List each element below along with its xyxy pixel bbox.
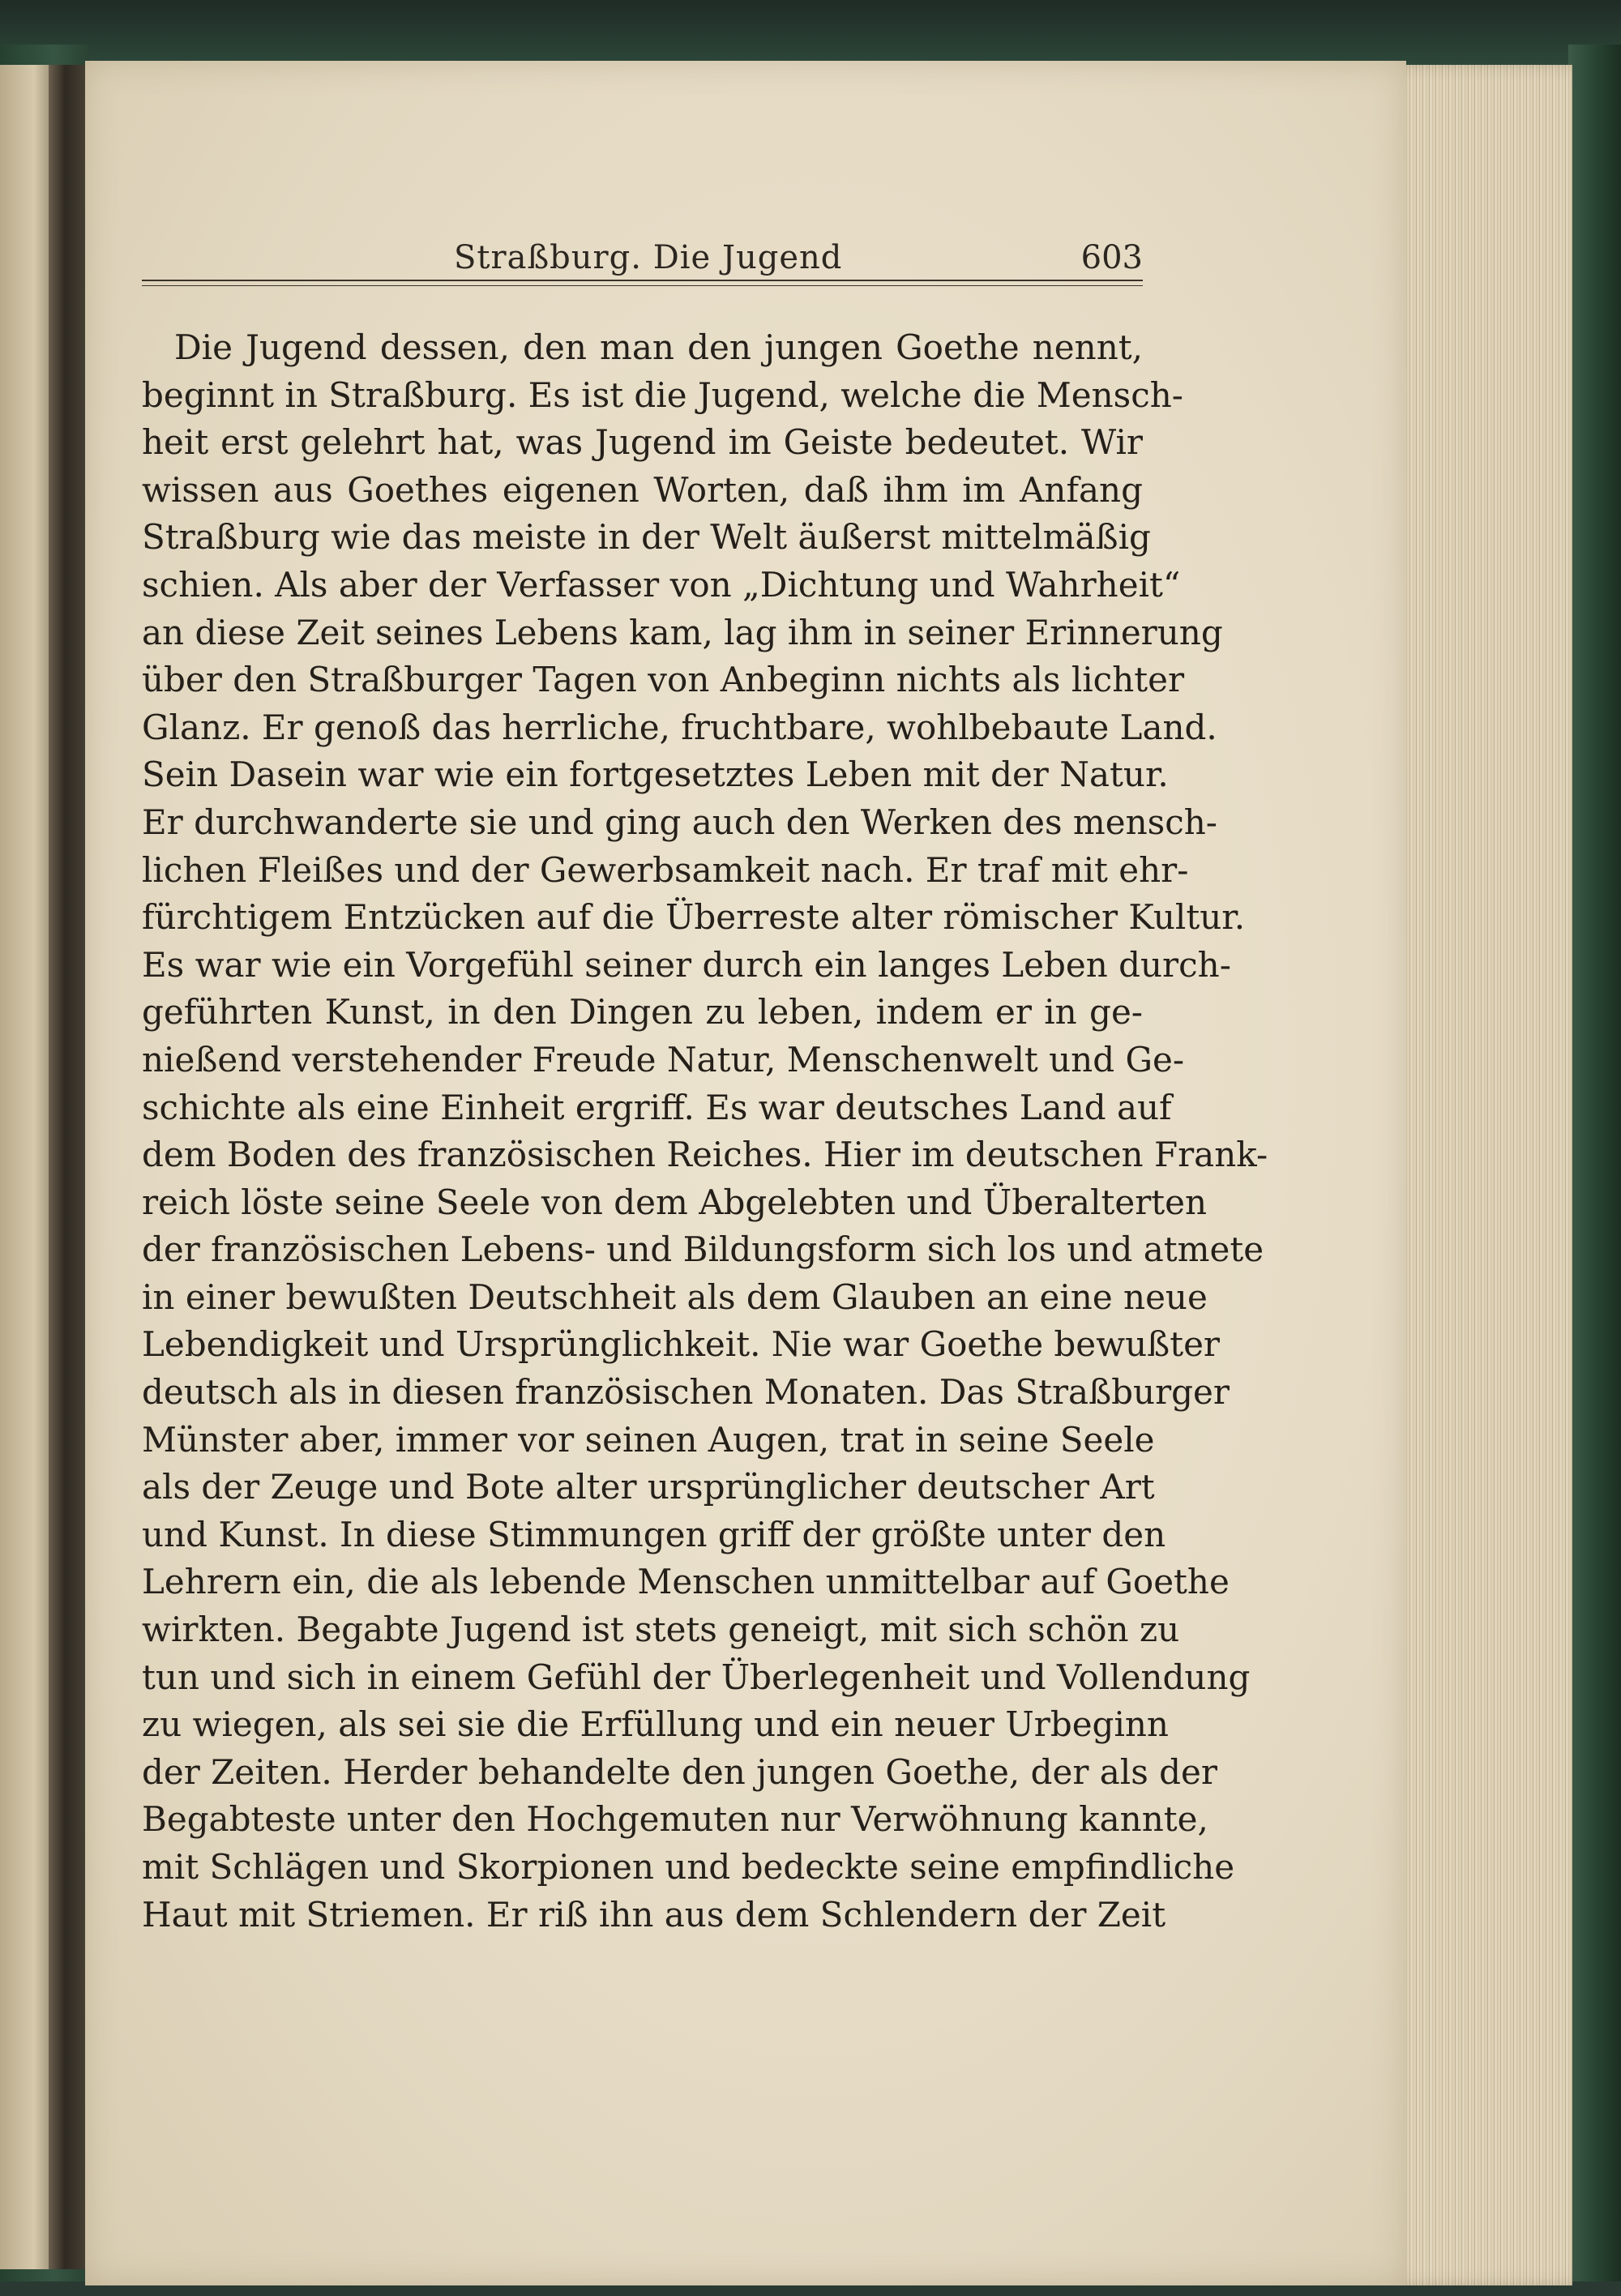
book-gutter — [49, 65, 89, 2269]
page-fore-edges — [1378, 65, 1572, 2285]
text-line: lichen Fleißes und der Gewerbsamkeit nach. Er traf mit ehr- — [142, 849, 1189, 890]
text-line: Münster aber, immer vor seinen Augen, trat in seine Seele — [142, 1419, 1155, 1460]
text-line: deutsch als in diesen französischen Monaten. Das Straßburger — [142, 1372, 1230, 1413]
text-line: Lehrern ein, die als lebende Menschen unmittelbar auf Goethe — [142, 1562, 1230, 1602]
text-line: schien. Als aber der Verfasser von „Dichtung und Wahrheit“ — [142, 564, 1181, 605]
page-number: 603 — [1080, 239, 1143, 276]
text-line: reich löste seine Seele von dem Abgelebten und Überalterten — [142, 1182, 1208, 1222]
text-line: als der Zeuge und Bote alter ursprünglicher deutscher Art — [142, 1467, 1155, 1507]
book-cover-right — [1568, 45, 1621, 2281]
header-rule — [142, 280, 1143, 281]
text-line: zu wiegen, als sei sie die Erfüllung und ein neuer Urbeginn — [142, 1704, 1169, 1745]
text-line: und Kunst. In diese Stimmungen griff der größte unter den — [142, 1514, 1166, 1554]
text-line: wirkten. Begabte Jugend ist stets geneigt, mit sich schön zu — [142, 1610, 1180, 1650]
text-line: Sein Dasein war wie ein fortgesetztes Leben mit der Natur. — [142, 755, 1169, 795]
text-line: Es war wie ein Vorgefühl seiner durch ein langes Leben durch- — [142, 944, 1231, 985]
text-line: der Zeiten. Herder behandelte den jungen Goethe, der als der — [142, 1751, 1217, 1792]
text-line: an diese Zeit seines Lebens kam, lag ihm in seiner Erinnerung — [142, 612, 1223, 652]
text-line: heit erst gelehrt hat, was Jugend im Geiste bedeutet. Wir — [142, 422, 1143, 463]
text-line: beginnt in Straßburg. Es ist die Jugend, welche die Mensch- — [142, 374, 1183, 415]
text-line: in einer bewußten Deutschheit als dem Glauben an eine neue — [142, 1276, 1208, 1317]
text-line: mit Schlägen und Skorpionen und bedeckte seine empfindliche — [142, 1847, 1235, 1887]
header-rule-thin — [142, 285, 1143, 286]
text-line: Die Jugend dessen, den man den jungen Goethe nennt, — [174, 327, 1143, 367]
text-line: tun und sich in einem Gefühl der Überlegenheit und Vollendung — [142, 1657, 1251, 1697]
text-line: nießend verstehender Freude Natur, Menschenwelt und Ge- — [142, 1039, 1185, 1080]
text-line: Glanz. Er genoß das herrliche, fruchtbare, wohlbebaute Land. — [142, 707, 1217, 747]
previous-page-edge — [0, 65, 49, 2269]
text-line: Er durchwanderte sie und ging auch den Werken des mensch- — [142, 802, 1217, 842]
text-line: der französischen Lebens- und Bildungsform sich los und atmete — [142, 1229, 1264, 1270]
text-line: Haut mit Striemen. Er riß ihn aus dem Schlendern der Zeit — [142, 1894, 1166, 1935]
text-line: geführten Kunst, in den Dingen zu leben, indem er in ge- — [142, 992, 1143, 1033]
running-head-title: Straßburg. Die Jugend — [454, 239, 843, 276]
text-line: Straßburg wie das meiste in der Welt äußerst mittelmäßig — [142, 517, 1151, 558]
text-line: dem Boden des französischen Reiches. Hier im deutschen Frank- — [142, 1135, 1268, 1175]
text-line: Begabteste unter den Hochgemuten nur Verwöhnung kannte, — [142, 1799, 1208, 1840]
text-line: über den Straßburger Tagen von Anbeginn nichts als lichter — [142, 660, 1185, 700]
text-line: wissen aus Goethes eigenen Worten, daß ihm im Anfang — [142, 469, 1143, 510]
body-text — [142, 324, 1268, 1939]
text-line: fürchtigem Entzücken auf die Überreste alter römischer Kultur. — [142, 897, 1246, 938]
text-line: Lebendigkeit und Ursprünglichkeit. Nie war Goethe bewußter — [142, 1324, 1221, 1365]
text-line: schichte als eine Einheit ergriff. Es war deutsches Land auf — [142, 1087, 1172, 1127]
